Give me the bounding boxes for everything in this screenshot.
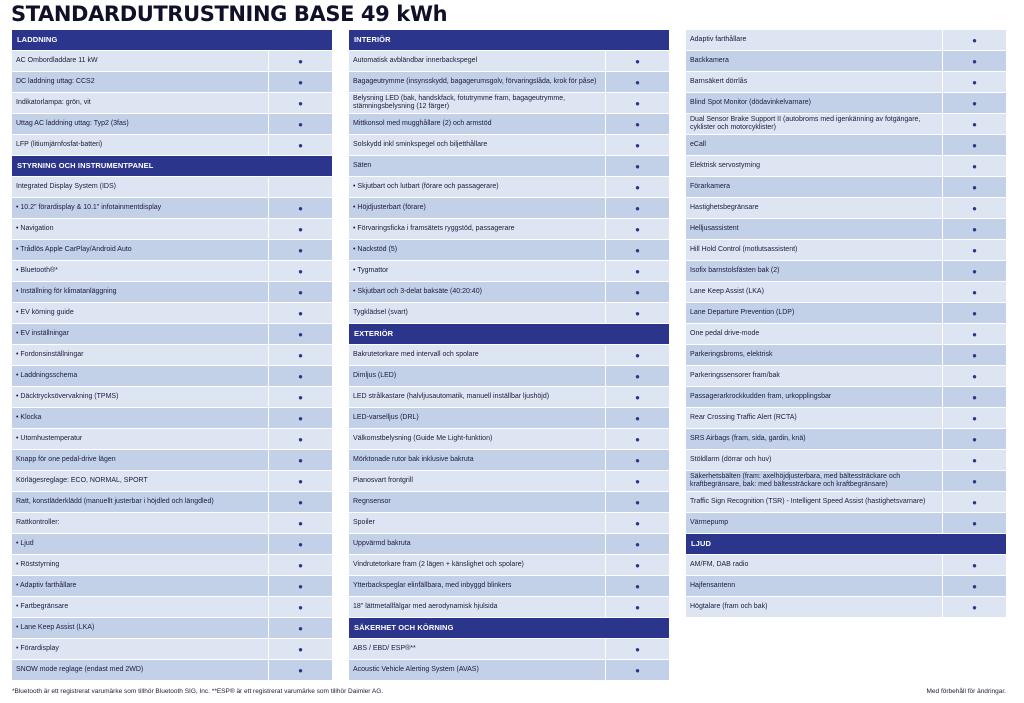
equipment-row (12, 492, 332, 512)
equipment-label: • Skjutbart och 3-delat baksäte (40:20:40) (349, 282, 605, 302)
equipment-label: Knapp för one pedal-drive lägen (12, 450, 268, 470)
equipment-column-1 (12, 30, 332, 681)
equipment-label: Pianosvart frontgrill (349, 471, 605, 491)
equipment-row (349, 93, 669, 113)
equipment-column-3 (686, 30, 1006, 618)
equipment-label: • Höjdjusterbart (förare) (349, 198, 605, 218)
equipment-row (12, 135, 332, 155)
standard-dot-icon: ● (606, 156, 669, 176)
equipment-row (349, 387, 669, 407)
equipment-row (12, 408, 332, 428)
standard-dot-icon: ● (269, 534, 332, 554)
standard-dot-icon: ● (943, 135, 1006, 155)
equipment-label: Rattkontroller: (12, 513, 268, 533)
page-title: STANDARDUTRUSTNING BASE 49 kWh (11, 2, 448, 26)
standard-dot-icon: ● (943, 408, 1006, 428)
equipment-label: Helljusassistent (686, 219, 942, 239)
equipment-row (349, 345, 669, 365)
equipment-label: • Fartbegränsare (12, 597, 268, 617)
equipment-label: • Röststyrning (12, 555, 268, 575)
equipment-label: SRS Airbags (fram, sida, gardin, knä) (686, 429, 942, 449)
equipment-label: Spoiler (349, 513, 605, 533)
equipment-label: Säten (349, 156, 605, 176)
standard-dot-icon: ● (269, 513, 332, 533)
equipment-label: • Skjutbart och lutbart (förare och passagerare) (349, 177, 605, 197)
standard-dot-icon: ● (269, 72, 332, 92)
equipment-row (349, 198, 669, 218)
standard-dot-icon: ● (606, 471, 669, 491)
standard-dot-icon: ● (269, 471, 332, 491)
standard-dot-icon: ● (943, 471, 1006, 491)
equipment-label: Parkeringsbroms, elektrisk (686, 345, 942, 365)
equipment-row (686, 177, 1006, 197)
footnote: *Bluetooth är ett registrerat varumärke som tillhör Bluetooth SIG, Inc. **ESP® är ett registrerat varumärke som tillhör Daimler AG. (12, 688, 384, 695)
equipment-label: • Utomhustemperatur (12, 429, 268, 449)
equipment-label: Mittkonsol med mugghållare (2) och armstöd (349, 114, 605, 134)
standard-dot-icon: ● (269, 282, 332, 302)
equipment-label: Körlägesreglage: ECO, NORMAL, SPORT (12, 471, 268, 491)
standard-dot-icon: ● (269, 324, 332, 344)
standard-dot-icon: ● (943, 324, 1006, 344)
equipment-row (12, 555, 332, 575)
equipment-row (686, 576, 1006, 596)
standard-dot-icon: ● (269, 618, 332, 638)
equipment-label: Indikatorlampa: grön, vit (12, 93, 268, 113)
equipment-row (12, 345, 332, 365)
equipment-label: • EV inställningar (12, 324, 268, 344)
standard-dot-icon: ● (943, 345, 1006, 365)
equipment-label: Stöldlarm (dörrar och huv) (686, 450, 942, 470)
equipment-row (686, 135, 1006, 155)
equipment-label: Hastighetsbegränsare (686, 198, 942, 218)
equipment-label: Bagageutrymme (insynsskydd, bagagerumsgolv, förvaringslåda, krok för påse) (349, 72, 605, 92)
equipment-label: • Trådlös Apple CarPlay/Android Auto (12, 240, 268, 260)
equipment-label: Automatisk avbländbar innerbackspegel (349, 51, 605, 71)
equipment-row (12, 576, 332, 596)
standard-dot-icon: ● (269, 555, 332, 575)
equipment-label: Parkeringssensorer fram/bak (686, 366, 942, 386)
equipment-label: Uttag AC laddning uttag: Typ2 (3fas) (12, 114, 268, 134)
equipment-row (349, 282, 669, 302)
standard-dot-icon: ● (606, 135, 669, 155)
standard-dot-icon: ● (606, 492, 669, 512)
standard-dot-icon: ● (943, 93, 1006, 113)
equipment-label: Bakrutetorkare med intervall och spolare (349, 345, 605, 365)
standard-dot-icon: ● (943, 303, 1006, 323)
equipment-row (349, 408, 669, 428)
standard-dot-icon: ● (606, 72, 669, 92)
equipment-row (686, 408, 1006, 428)
equipment-label: LED strålkastare (halvljusautomatik, manuell inställbar ljushöjd) (349, 387, 605, 407)
equipment-row (686, 30, 1006, 50)
standard-dot-icon: ● (606, 303, 669, 323)
standard-dot-icon: ● (269, 660, 332, 680)
standard-dot-icon: ● (943, 177, 1006, 197)
equipment-label: Barnsäkert dörrlås (686, 72, 942, 92)
standard-dot-icon: ● (943, 30, 1006, 50)
equipment-label: Traffic Sign Recognition (TSR) - Intelligent Speed Assist (hastighetsvarnare) (686, 492, 942, 512)
equipment-label: Dual Sensor Brake Support II (autobroms med igenkänning av fotgängare, cyklister och motorcyklister) (686, 114, 942, 134)
equipment-label: Passagerarkrockkudden fram, urkopplingsbar (686, 387, 942, 407)
standard-dot-icon: ● (269, 345, 332, 365)
equipment-row (12, 618, 332, 638)
equipment-label: Lane Departure Prevention (LDP) (686, 303, 942, 323)
equipment-label: Acoustic Vehicle Alerting System (AVAS) (349, 660, 605, 680)
equipment-label: Elektrisk servostyrning (686, 156, 942, 176)
section-header: EXTERIÖR (349, 324, 669, 344)
standard-dot-icon: ● (269, 450, 332, 470)
equipment-row (12, 72, 332, 92)
standard-dot-icon: ● (606, 576, 669, 596)
standard-dot-icon: ● (943, 282, 1006, 302)
equipment-label: Hajfensantenn (686, 576, 942, 596)
standard-dot-icon: ● (943, 576, 1006, 596)
equipment-label: Mörktonade rutor bak inklusive bakruta (349, 450, 605, 470)
disclaimer: Med förbehåll för ändringar. (926, 688, 1006, 695)
equipment-label: Adaptiv farthållare (686, 30, 942, 50)
equipment-label: • Förvaringsficka i framsätets ryggstöd, passagerare (349, 219, 605, 239)
equipment-row (349, 555, 669, 575)
equipment-label: Blind Spot Monitor (dödavinkelvarnare) (686, 93, 942, 113)
standard-dot-icon: ● (269, 492, 332, 512)
equipment-row (12, 450, 332, 470)
equipment-row (686, 219, 1006, 239)
equipment-row (686, 345, 1006, 365)
standard-dot-icon: ● (269, 261, 332, 281)
equipment-label: Solskydd inkl sminkspegel och biljetthållare (349, 135, 605, 155)
equipment-row (686, 114, 1006, 134)
equipment-label: 18" lättmetallfälgar med aerodynamisk hjulsida (349, 597, 605, 617)
standard-dot-icon: ● (269, 429, 332, 449)
equipment-row (686, 513, 1006, 533)
equipment-row (686, 198, 1006, 218)
standard-dot-icon: ● (943, 492, 1006, 512)
equipment-label: • Klocka (12, 408, 268, 428)
standard-dot-icon: ● (606, 282, 669, 302)
equipment-row (686, 51, 1006, 71)
equipment-label: • Adaptiv farthållare (12, 576, 268, 596)
equipment-label: Integrated Display System (IDS) (12, 177, 268, 197)
equipment-row (12, 198, 332, 218)
equipment-label: • Inställning för klimatanläggning (12, 282, 268, 302)
equipment-row (349, 177, 669, 197)
standard-dot-icon: ● (606, 513, 669, 533)
standard-dot-icon: ● (269, 576, 332, 596)
standard-dot-icon: ● (606, 51, 669, 71)
equipment-row (349, 660, 669, 680)
equipment-row (686, 366, 1006, 386)
standard-dot-icon: ● (606, 114, 669, 134)
standard-dot-icon: ● (606, 555, 669, 575)
equipment-row (12, 93, 332, 113)
standard-dot-icon: ● (943, 366, 1006, 386)
equipment-label: Dimljus (LED) (349, 366, 605, 386)
equipment-row (12, 471, 332, 491)
equipment-label: SNOW mode reglage (endast med 2WD) (12, 660, 268, 680)
equipment-label: • Förardisplay (12, 639, 268, 659)
standard-dot-icon: ● (269, 639, 332, 659)
standard-dot-icon: ● (943, 72, 1006, 92)
equipment-row (12, 660, 332, 680)
equipment-row (12, 303, 332, 323)
equipment-label: • Lane Keep Assist (LKA) (12, 618, 268, 638)
equipment-label: • Fordonsinställningar (12, 345, 268, 365)
standard-dot-icon: ● (269, 198, 332, 218)
standard-dot-icon: ● (606, 240, 669, 260)
equipment-row (686, 429, 1006, 449)
equipment-row (12, 597, 332, 617)
equipment-row (349, 366, 669, 386)
standard-dot-icon: ● (269, 240, 332, 260)
standard-dot-icon: ● (943, 198, 1006, 218)
section-header: LADDNING (12, 30, 332, 50)
equipment-row (12, 219, 332, 239)
standard-dot-icon: ● (943, 156, 1006, 176)
equipment-label: • Bluetooth®* (12, 261, 268, 281)
equipment-row (12, 534, 332, 554)
standard-dot-icon: ● (606, 534, 669, 554)
standard-dot-icon: ● (606, 366, 669, 386)
standard-dot-icon: ● (269, 303, 332, 323)
standard-dot-icon: ● (269, 219, 332, 239)
equipment-row (12, 324, 332, 344)
equipment-row (12, 429, 332, 449)
equipment-row (12, 240, 332, 260)
equipment-label: • Däcktrycksövervakning (TPMS) (12, 387, 268, 407)
standard-dot-icon: ● (269, 387, 332, 407)
equipment-label: DC laddning uttag: CCS2 (12, 72, 268, 92)
standard-dot-icon: ● (943, 219, 1006, 239)
equipment-row (349, 156, 669, 176)
equipment-label: AC Ombordladdare 11 kW (12, 51, 268, 71)
standard-dot-icon: ● (269, 597, 332, 617)
equipment-row (349, 51, 669, 71)
equipment-label: Belysning LED (bak, handskfack, fotutrymme fram, bagageutrymme, stämningsbelysning (12 färger) (349, 93, 605, 113)
equipment-label: Regnsensor (349, 492, 605, 512)
equipment-row (686, 555, 1006, 575)
equipment-row (686, 261, 1006, 281)
equipment-row (686, 471, 1006, 491)
equipment-row (686, 450, 1006, 470)
standard-dot-icon: ● (606, 597, 669, 617)
equipment-row (349, 471, 669, 491)
equipment-label: Rear Crossing Traffic Alert (RCTA) (686, 408, 942, 428)
equipment-label: • Nackstöd (5) (349, 240, 605, 260)
equipment-row (349, 114, 669, 134)
section-header: LJUD (686, 534, 1006, 554)
equipment-label: • Laddningsschema (12, 366, 268, 386)
equipment-label: Hill Hold Control (motlutsassistent) (686, 240, 942, 260)
equipment-label: Ytterbackspeglar elinfällbara, med inbyggd blinkers (349, 576, 605, 596)
equipment-row (12, 51, 332, 71)
equipment-row (349, 534, 669, 554)
equipment-row (349, 429, 669, 449)
equipment-label: Backkamera (686, 51, 942, 71)
equipment-label: • 10.2" förardisplay & 10.1" infotainmentdisplay (12, 198, 268, 218)
equipment-row (349, 492, 669, 512)
standard-dot-icon: ● (606, 177, 669, 197)
standard-dot-icon: ● (943, 450, 1006, 470)
standard-dot-icon: ● (943, 240, 1006, 260)
equipment-label: eCall (686, 135, 942, 155)
equipment-label: Förarkamera (686, 177, 942, 197)
equipment-label: AM/FM, DAB radio (686, 555, 942, 575)
equipment-label: Säkerhetsbälten (fram: axelhöjdjusterbara, med bältessträckare och kraftbegränsare, bak: med bältessträckare och kraftbegränsare) (686, 471, 942, 491)
equipment-label: • Tygmattor (349, 261, 605, 281)
equipment-label: • Navigation (12, 219, 268, 239)
standard-dot-icon: ● (606, 93, 669, 113)
equipment-row (349, 303, 669, 323)
standard-dot-icon: ● (606, 198, 669, 218)
equipment-row (349, 576, 669, 596)
equipment-label: • EV körning guide (12, 303, 268, 323)
standard-dot-icon: ● (606, 450, 669, 470)
equipment-label: Uppvärmd bakruta (349, 534, 605, 554)
equipment-row (686, 597, 1006, 617)
equipment-row (12, 513, 332, 533)
standard-dot-icon: ● (943, 387, 1006, 407)
standard-dot-icon: ● (269, 93, 332, 113)
standard-dot-icon: ● (943, 261, 1006, 281)
equipment-label: Välkomstbelysning (Guide Me Light-funktion) (349, 429, 605, 449)
section-header: STYRNING OCH INSTRUMENTPANEL (12, 156, 332, 176)
equipment-row (12, 114, 332, 134)
standard-dot-icon (269, 177, 332, 197)
standard-dot-icon: ● (943, 555, 1006, 575)
equipment-row (686, 93, 1006, 113)
equipment-row (686, 156, 1006, 176)
standard-dot-icon: ● (606, 345, 669, 365)
equipment-row (349, 219, 669, 239)
equipment-row (686, 240, 1006, 260)
equipment-row (349, 261, 669, 281)
equipment-label: • Ljud (12, 534, 268, 554)
equipment-label: Högtalare (fram och bak) (686, 597, 942, 617)
equipment-row (12, 387, 332, 407)
standard-dot-icon: ● (269, 366, 332, 386)
equipment-row (12, 639, 332, 659)
equipment-row (349, 513, 669, 533)
standard-dot-icon: ● (943, 513, 1006, 533)
equipment-row (349, 240, 669, 260)
standard-dot-icon: ● (943, 597, 1006, 617)
equipment-label: Vindrutetorkare fram (2 lägen + känslighet och spolare) (349, 555, 605, 575)
equipment-row (12, 366, 332, 386)
section-header: INTERIÖR (349, 30, 669, 50)
equipment-row (349, 450, 669, 470)
equipment-row (349, 72, 669, 92)
standard-dot-icon: ● (943, 51, 1006, 71)
equipment-column-2 (349, 30, 669, 681)
equipment-row (686, 303, 1006, 323)
equipment-row (686, 387, 1006, 407)
equipment-row (349, 597, 669, 617)
standard-dot-icon: ● (606, 408, 669, 428)
equipment-label: Tygklädsel (svart) (349, 303, 605, 323)
equipment-label: Isofix barnstolsfästen bak (2) (686, 261, 942, 281)
standard-dot-icon: ● (269, 51, 332, 71)
equipment-label: LFP (litiumjärnfosfat-batteri) (12, 135, 268, 155)
equipment-row (349, 639, 669, 659)
standard-dot-icon: ● (269, 135, 332, 155)
standard-dot-icon: ● (606, 429, 669, 449)
equipment-row (12, 282, 332, 302)
equipment-label: LED-varselljus (DRL) (349, 408, 605, 428)
standard-dot-icon: ● (269, 408, 332, 428)
equipment-label: One pedal drive-mode (686, 324, 942, 344)
equipment-row (349, 135, 669, 155)
equipment-label: Värmepump (686, 513, 942, 533)
standard-dot-icon: ● (269, 114, 332, 134)
section-header: SÄKERHET OCH KÖRNING (349, 618, 669, 638)
standard-dot-icon: ● (606, 219, 669, 239)
standard-dot-icon: ● (606, 261, 669, 281)
equipment-row (12, 177, 332, 197)
standard-dot-icon: ● (606, 660, 669, 680)
standard-dot-icon: ● (943, 114, 1006, 134)
equipment-row (686, 324, 1006, 344)
standard-dot-icon: ● (606, 387, 669, 407)
equipment-label: Ratt, konstläderklädd (manuellt justerbar i höjdled och längdled) (12, 492, 268, 512)
equipment-row (686, 282, 1006, 302)
equipment-row (12, 261, 332, 281)
equipment-label: ABS / EBD/ ESP®** (349, 639, 605, 659)
equipment-row (686, 492, 1006, 512)
equipment-row (686, 72, 1006, 92)
standard-dot-icon: ● (606, 639, 669, 659)
standard-dot-icon: ● (943, 429, 1006, 449)
equipment-label: Lane Keep Assist (LKA) (686, 282, 942, 302)
